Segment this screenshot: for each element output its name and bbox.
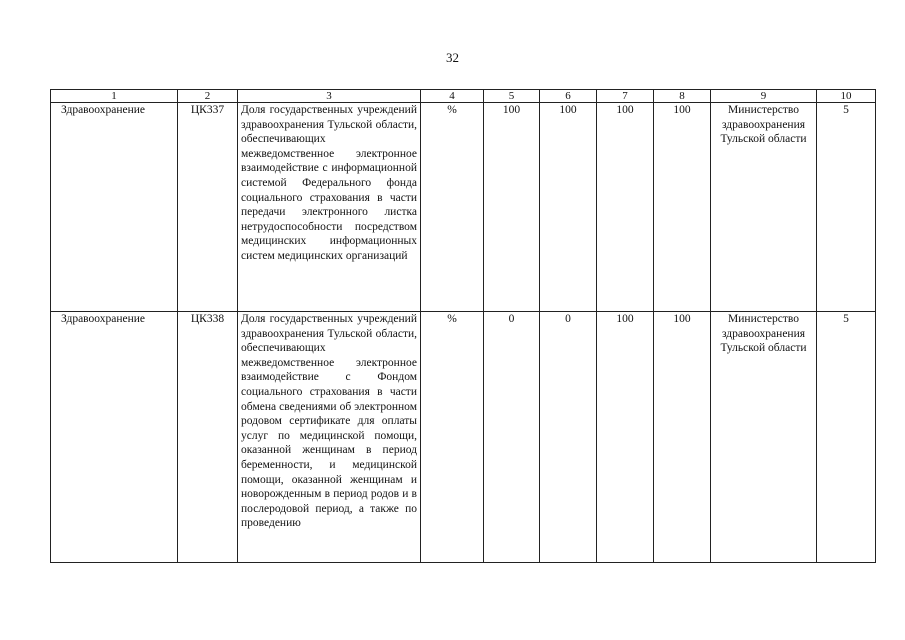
value-cell: 0: [540, 312, 597, 563]
column-header: 10: [817, 90, 876, 103]
value-cell: 100: [597, 312, 654, 563]
value-cell: 100: [654, 103, 711, 312]
column-header: 4: [421, 90, 484, 103]
value-cell: 100: [597, 103, 654, 312]
weight-cell: 5: [817, 103, 876, 312]
column-header: 6: [540, 90, 597, 103]
column-header: 8: [654, 90, 711, 103]
column-header: 3: [238, 90, 421, 103]
page-number: 32: [446, 50, 459, 65]
column-header: 5: [484, 90, 540, 103]
table-row: [51, 103, 876, 312]
organization-cell: Министерство здравоохранения Тульской области: [711, 103, 817, 312]
unit-cell: %: [421, 312, 484, 563]
weight-cell: 5: [817, 312, 876, 563]
value-cell: 100: [484, 103, 540, 312]
value-cell: 100: [654, 312, 711, 563]
organization-cell: Министерство здравоохранения Тульской области: [711, 312, 817, 563]
code-cell: ЦК338: [178, 312, 238, 563]
unit-cell: %: [421, 103, 484, 312]
column-header: 1: [51, 90, 178, 103]
table-row: [51, 312, 876, 563]
column-header: 2: [178, 90, 238, 103]
description-cell: Доля государственных учреждений здравоохранения Тульской области, обеспечивающих межведомственное электронное взаимодействие с Фондом социального страхования в части обмена сведениями об электронном родовом сертификате для оплаты услуг по медицинской помощи, оказанной женщинам в период беременности, и медицинской помощи, оказанной женщинам и новорожденным в период родов и в послеродовой период, а также по проведению: [238, 312, 421, 563]
indicator-table: [50, 89, 876, 563]
column-number-row: [51, 90, 876, 103]
column-header: 7: [597, 90, 654, 103]
code-cell: ЦК337: [178, 103, 238, 312]
sector-cell: Здравоохранение: [51, 312, 178, 563]
description-cell: Доля государственных учреждений здравоохранения Тульской области, обеспечивающих межведомственное электронное взаимодействие с информационной системой Федерального фонда социального страхования в части передачи электронного листка нетрудоспособности посредством медицинских информационных систем медицинских организаций: [238, 103, 421, 312]
value-cell: 100: [540, 103, 597, 312]
column-header: 9: [711, 90, 817, 103]
value-cell: 0: [484, 312, 540, 563]
sector-cell: Здравоохранение: [51, 103, 178, 312]
